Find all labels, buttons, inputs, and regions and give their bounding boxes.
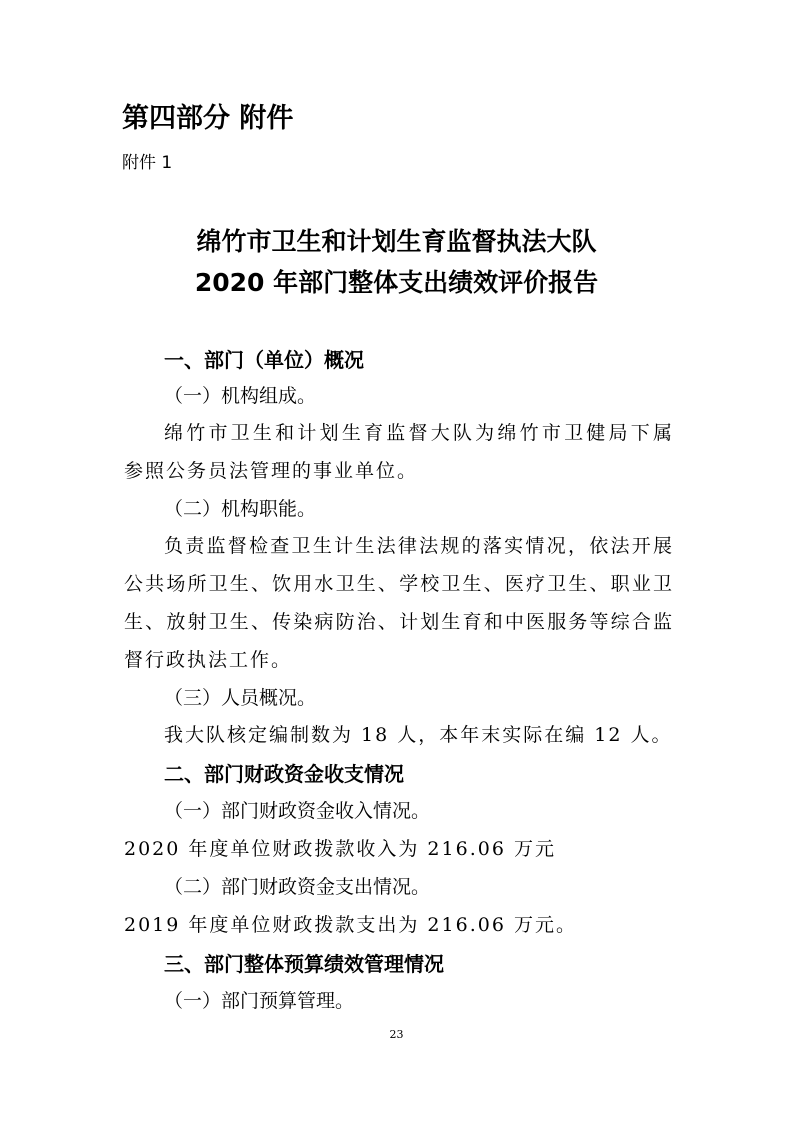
section-2-paragraph-1: 2020 年度单位财政拨款收入为 216.06 万元 — [124, 838, 556, 860]
section-1-paragraph-2-line-2: 公共场所卫生、饮用水卫生、学校卫生、医疗卫生、职业卫 — [124, 573, 672, 595]
part-title: 第四部分 附件 — [122, 103, 294, 134]
section-2-subheading-1: （一）部门财政资金收入情况。 — [164, 800, 431, 822]
section-1-subheading-3: （三）人员概况。 — [164, 687, 317, 709]
section-1-paragraph-1-line-1: 绵竹市卫生和计划生育监督大队为绵竹市卫健局下属 — [164, 422, 672, 444]
section-1-paragraph-2-line-4: 督行政执法工作。 — [124, 649, 293, 671]
report-title-line-2: 2020 年部门整体支出绩效评价报告 — [194, 268, 599, 297]
attachment-label: 附件 1 — [122, 153, 173, 173]
section-1-heading: 一、部门（单位）概况 — [164, 348, 364, 372]
section-2-paragraph-2: 2019 年度单位财政拨款支出为 216.06 万元。 — [124, 914, 577, 936]
section-2-heading: 二、部门财政资金收支情况 — [164, 762, 404, 786]
section-3-subheading-1: （一）部门预算管理。 — [164, 990, 355, 1012]
section-1-paragraph-3: 我大队核定编制数为 18 人，本年末实际在编 12 人。 — [164, 724, 673, 746]
section-3-heading: 三、部门整体预算绩效管理情况 — [164, 952, 444, 976]
section-1-paragraph-1-line-2: 参照公务员法管理的事业单位。 — [124, 460, 419, 482]
section-1-paragraph-2-line-3: 生、放射卫生、传染病防治、计划生育和中医服务等综合监 — [124, 611, 672, 633]
report-title-line-1: 绵竹市卫生和计划生育监督执法大队 — [196, 227, 597, 256]
section-1-subheading-1: （一）机构组成。 — [164, 385, 317, 407]
section-1-paragraph-2-line-1: 负责监督检查卫生计生法律法规的落实情况，依法开展 — [164, 535, 672, 557]
section-2-subheading-2: （二）部门财政资金支出情况。 — [164, 876, 431, 898]
section-1-subheading-2: （二）机构职能。 — [164, 498, 317, 520]
page-number: 23 — [389, 1028, 404, 1041]
